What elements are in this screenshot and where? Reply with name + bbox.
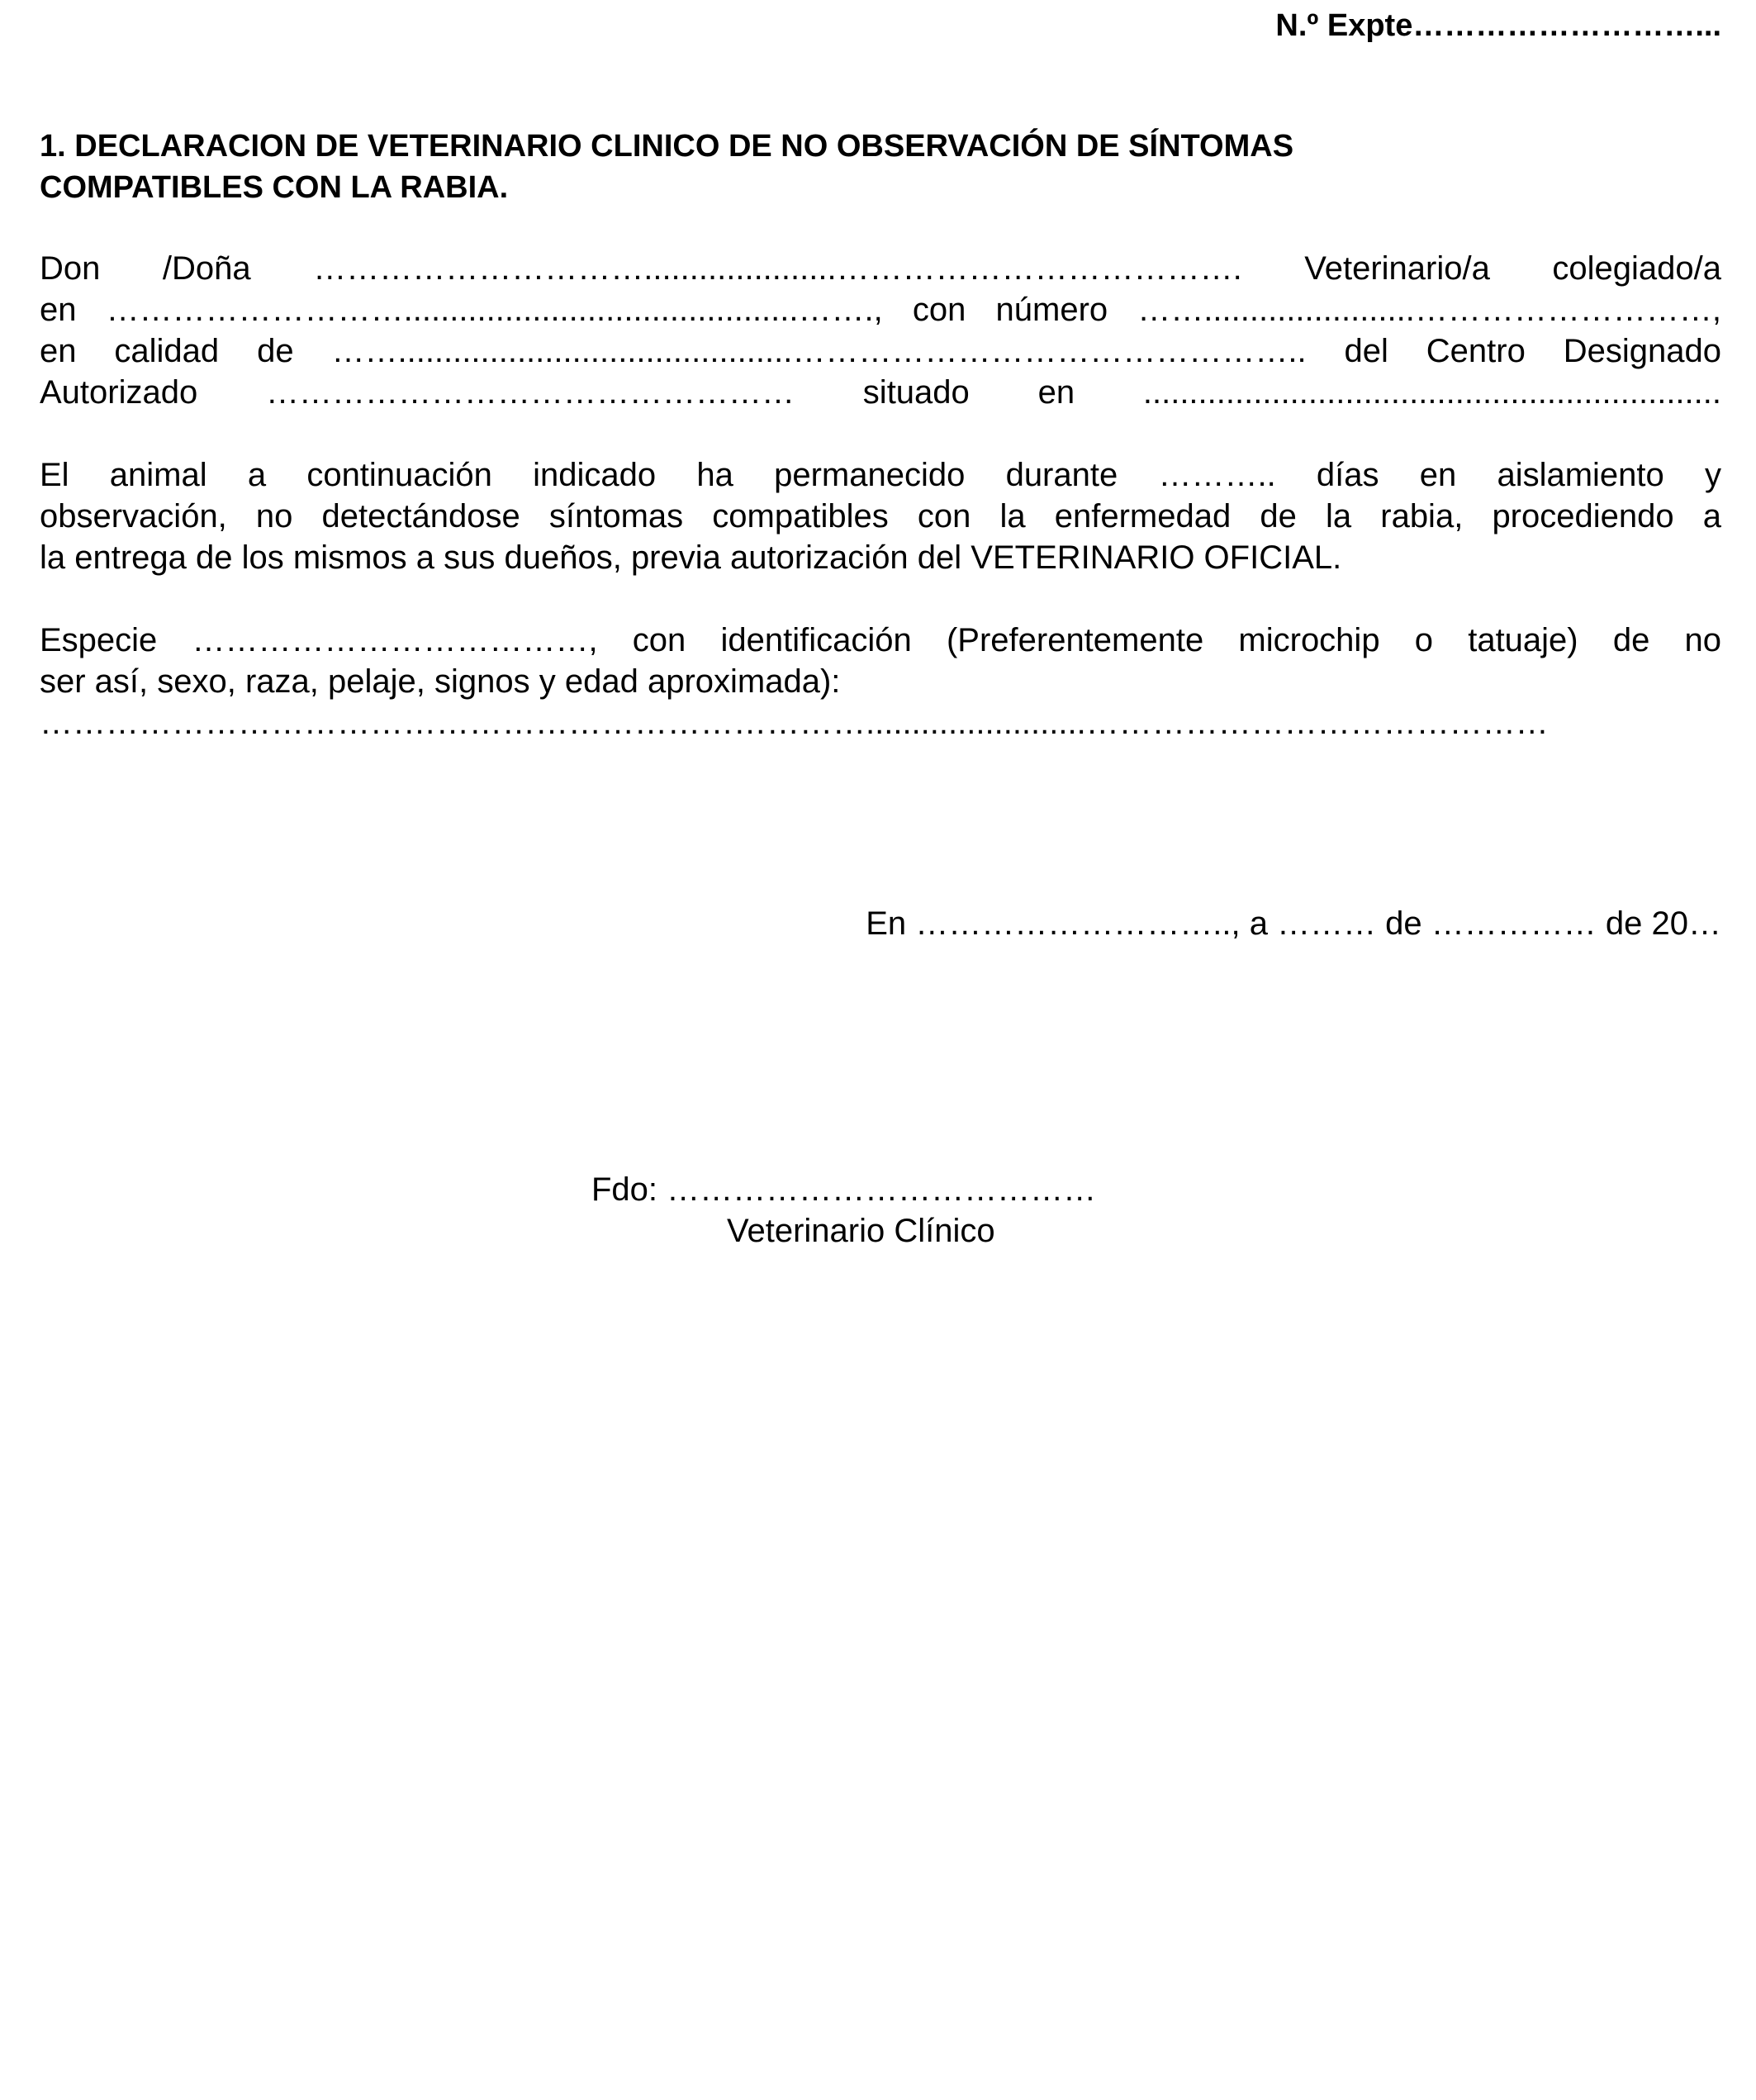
declarant-paragraph — [40, 248, 1721, 413]
animal-paragraph — [40, 620, 1721, 744]
animal-line-3: …………………………………………………………………........................…………………………………… — [40, 705, 1549, 741]
signature-line: Fdo: ………………………………… — [591, 1171, 1097, 1208]
observation-line-3: la entrega de los mismos a sus dueños, previa autorización del VETERINARIO OFICIAL. — [40, 539, 1342, 576]
observation-paragraph — [40, 454, 1721, 578]
animal-line-2: ser así, sexo, raza, pelaje, signos y edad aproximada): — [40, 663, 841, 700]
expediente-number: N.º Expte………………………... — [1275, 8, 1721, 43]
section-title-line-2: COMPATIBLES CON LA RABIA. — [40, 170, 509, 205]
animal-line-1: Especie ………………………………, con identificación (Preferentemente microchip o tatuaje) de no — [40, 622, 1721, 658]
section-title-line-1: 1. DECLARACION DE VETERINARIO CLINICO DE NO OBSERVACIÓN DE SÍNTOMAS — [40, 129, 1294, 164]
declarant-line-3: en calidad de ……...........................................……………………………………….. del Centro Designado — [40, 333, 1721, 369]
declarant-line-2: en ………………………...........................................……., con número …….......................………………………, — [40, 292, 1721, 328]
observation-line-1: El animal a continuación indicado ha permanecido durante ……….. días en aislamiento y — [40, 457, 1721, 493]
declarant-line-1: Don /Doña ………………………….....................………………………………. Veterinario/a colegiado/a — [40, 250, 1721, 287]
observation-line-2: observación, no detectándose síntomas compatibles con la enfermedad de la rabia, procediendo a — [40, 498, 1721, 535]
section-title — [40, 126, 1721, 208]
signature-role: Veterinario Clínico — [727, 1213, 995, 1249]
declarant-line-4: Autorizado ………………………………………… situado en ............................................................... — [40, 374, 1721, 411]
place-date-line: En ……………………….., a ……… de …………… de 20… — [866, 905, 1721, 942]
